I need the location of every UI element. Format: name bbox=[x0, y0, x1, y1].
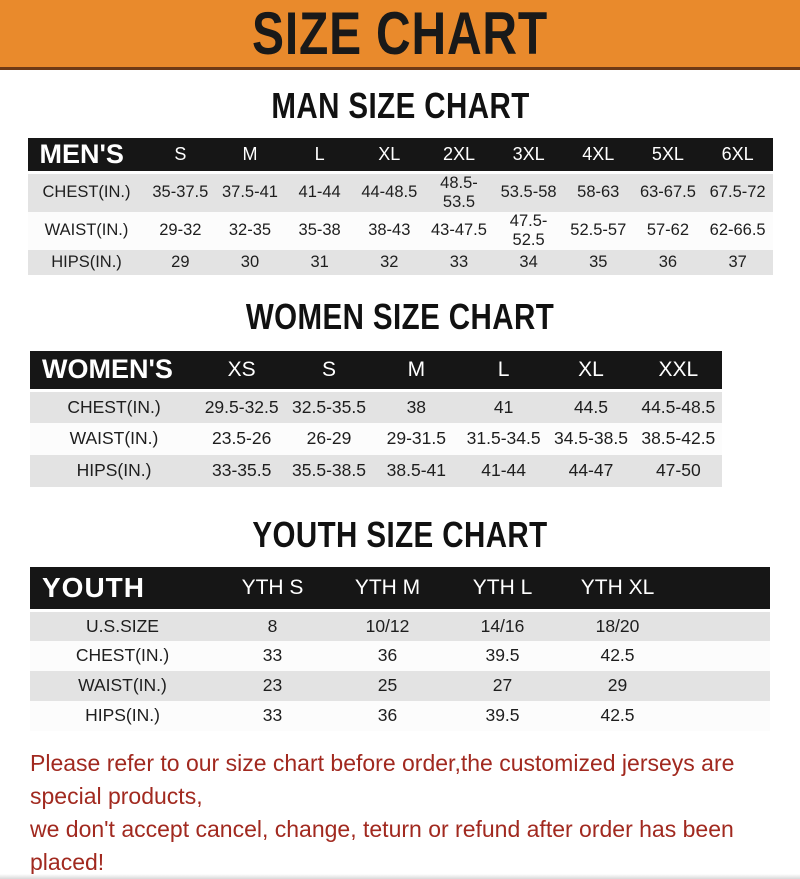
size-cell: 32 bbox=[354, 250, 424, 275]
footer-line-1: Please refer to our size chart before order,the customized jerseys are special products, bbox=[30, 749, 735, 809]
women-size-table bbox=[30, 351, 722, 487]
size-cell: 23.5-26 bbox=[198, 423, 285, 455]
size-cell: 33 bbox=[215, 701, 330, 731]
size-cell: 47.5-52.5 bbox=[494, 212, 564, 250]
size-cell: 34 bbox=[494, 250, 564, 275]
size-cell: 34.5-38.5 bbox=[547, 423, 634, 455]
size-cell: 44-48.5 bbox=[354, 172, 424, 212]
footer-line-2: we don't accept cancel, change, teturn or refund after order has been placed! bbox=[30, 815, 734, 875]
size-cell: 44-47 bbox=[547, 455, 634, 487]
size-cell: 38.5-41 bbox=[373, 455, 460, 487]
column-header: L bbox=[285, 138, 355, 172]
size-cell: 31.5-34.5 bbox=[460, 423, 547, 455]
size-cell: 44.5-48.5 bbox=[635, 391, 722, 423]
header-row bbox=[28, 138, 773, 172]
size-cell: 26-29 bbox=[285, 423, 372, 455]
size-cell: 67.5-72 bbox=[703, 172, 773, 212]
youth-size-section bbox=[0, 515, 800, 731]
size-cell: 42.5 bbox=[560, 701, 675, 731]
table-row bbox=[28, 250, 773, 275]
row-label: CHEST(IN.) bbox=[28, 172, 146, 212]
size-cell: 29 bbox=[560, 671, 675, 701]
size-cell: 35.5-38.5 bbox=[285, 455, 372, 487]
youth-size-table bbox=[30, 567, 770, 731]
man-size-section bbox=[0, 86, 800, 275]
row-label: HIPS(IN.) bbox=[30, 455, 198, 487]
table-row bbox=[28, 172, 773, 212]
size-cell: 35-37.5 bbox=[146, 172, 216, 212]
size-cell: 27 bbox=[445, 671, 560, 701]
column-header: 3XL bbox=[494, 138, 564, 172]
size-cell: 36 bbox=[330, 641, 445, 671]
table-row bbox=[30, 423, 722, 455]
column-header: XL bbox=[547, 351, 634, 391]
size-cell: 41-44 bbox=[285, 172, 355, 212]
size-cell: 31 bbox=[285, 250, 355, 275]
size-cell: 47-50 bbox=[635, 455, 722, 487]
footer-note bbox=[0, 747, 800, 879]
size-cell: 18/20 bbox=[560, 611, 675, 641]
women-size-section bbox=[0, 297, 800, 487]
table-row bbox=[30, 611, 770, 641]
table-row bbox=[30, 455, 722, 487]
size-cell: 23 bbox=[215, 671, 330, 701]
table-row bbox=[30, 641, 770, 671]
size-cell: 35 bbox=[563, 250, 633, 275]
size-cell: 36 bbox=[633, 250, 703, 275]
header-row bbox=[30, 567, 770, 611]
row-label: U.S.SIZE bbox=[30, 611, 215, 641]
youth-size-heading: YOUTH SIZE CHART bbox=[252, 513, 548, 555]
row-label: WAIST(IN.) bbox=[30, 423, 198, 455]
column-header: YTH L bbox=[445, 567, 560, 611]
row-label: CHEST(IN.) bbox=[30, 391, 198, 423]
size-cell: 41-44 bbox=[460, 455, 547, 487]
size-cell: 43-47.5 bbox=[424, 212, 494, 250]
size-cell: 33 bbox=[424, 250, 494, 275]
size-cell: 8 bbox=[215, 611, 330, 641]
column-header: 4XL bbox=[563, 138, 633, 172]
size-cell: 37 bbox=[703, 250, 773, 275]
row-label: WAIST(IN.) bbox=[28, 212, 146, 250]
size-cell: 63-67.5 bbox=[633, 172, 703, 212]
column-header: M bbox=[373, 351, 460, 391]
row-spacer bbox=[675, 701, 770, 731]
size-cell: 10/12 bbox=[330, 611, 445, 641]
size-cell: 33 bbox=[215, 641, 330, 671]
header-spacer bbox=[675, 567, 770, 611]
column-header: 5XL bbox=[633, 138, 703, 172]
size-cell: 32-35 bbox=[215, 212, 285, 250]
size-cell: 29.5-32.5 bbox=[198, 391, 285, 423]
table-corner-label: MEN'S bbox=[28, 138, 146, 172]
column-header: S bbox=[285, 351, 372, 391]
table-row bbox=[30, 671, 770, 701]
row-label: CHEST(IN.) bbox=[30, 641, 215, 671]
header-row bbox=[30, 351, 722, 391]
size-cell: 62-66.5 bbox=[703, 212, 773, 250]
table-row bbox=[30, 391, 722, 423]
row-spacer bbox=[675, 671, 770, 701]
column-header: 2XL bbox=[424, 138, 494, 172]
size-cell: 38.5-42.5 bbox=[635, 423, 722, 455]
table-row bbox=[28, 212, 773, 250]
man-size-heading: MAN SIZE CHART bbox=[270, 85, 530, 126]
column-header: XXL bbox=[635, 351, 722, 391]
size-cell: 52.5-57 bbox=[563, 212, 633, 250]
size-cell: 29-32 bbox=[146, 212, 216, 250]
women-size-heading: WOMEN SIZE CHART bbox=[245, 295, 555, 337]
column-header: XL bbox=[354, 138, 424, 172]
size-cell: 38-43 bbox=[354, 212, 424, 250]
row-label: HIPS(IN.) bbox=[30, 701, 215, 731]
size-cell: 48.5-53.5 bbox=[424, 172, 494, 212]
size-cell: 25 bbox=[330, 671, 445, 701]
size-cell: 41 bbox=[460, 391, 547, 423]
size-cell: 14/16 bbox=[445, 611, 560, 641]
column-header: XS bbox=[198, 351, 285, 391]
men-size-table bbox=[28, 138, 773, 275]
row-spacer bbox=[675, 611, 770, 641]
column-header: 6XL bbox=[703, 138, 773, 172]
table-corner-label: YOUTH bbox=[30, 567, 215, 611]
row-label: HIPS(IN.) bbox=[28, 250, 146, 275]
size-cell: 36 bbox=[330, 701, 445, 731]
size-cell: 32.5-35.5 bbox=[285, 391, 372, 423]
size-cell: 57-62 bbox=[633, 212, 703, 250]
column-header: M bbox=[215, 138, 285, 172]
column-header: YTH M bbox=[330, 567, 445, 611]
banner-title: SIZE CHART bbox=[252, 0, 548, 67]
column-header: YTH S bbox=[215, 567, 330, 611]
row-spacer bbox=[675, 641, 770, 671]
table-corner-label: WOMEN'S bbox=[30, 351, 198, 391]
size-cell: 30 bbox=[215, 250, 285, 275]
size-cell: 44.5 bbox=[547, 391, 634, 423]
table-row bbox=[30, 701, 770, 731]
size-cell: 53.5-58 bbox=[494, 172, 564, 212]
size-cell: 35-38 bbox=[285, 212, 355, 250]
size-cell: 38 bbox=[373, 391, 460, 423]
column-header: L bbox=[460, 351, 547, 391]
size-cell: 42.5 bbox=[560, 641, 675, 671]
size-cell: 39.5 bbox=[445, 701, 560, 731]
size-cell: 29 bbox=[146, 250, 216, 275]
row-label: WAIST(IN.) bbox=[30, 671, 215, 701]
column-header: YTH XL bbox=[560, 567, 675, 611]
size-cell: 29-31.5 bbox=[373, 423, 460, 455]
size-cell: 39.5 bbox=[445, 641, 560, 671]
size-cell: 37.5-41 bbox=[215, 172, 285, 212]
page-bottom-edge bbox=[0, 874, 800, 879]
column-header: S bbox=[146, 138, 216, 172]
size-cell: 33-35.5 bbox=[198, 455, 285, 487]
size-cell: 58-63 bbox=[563, 172, 633, 212]
size-chart-banner bbox=[0, 0, 800, 70]
